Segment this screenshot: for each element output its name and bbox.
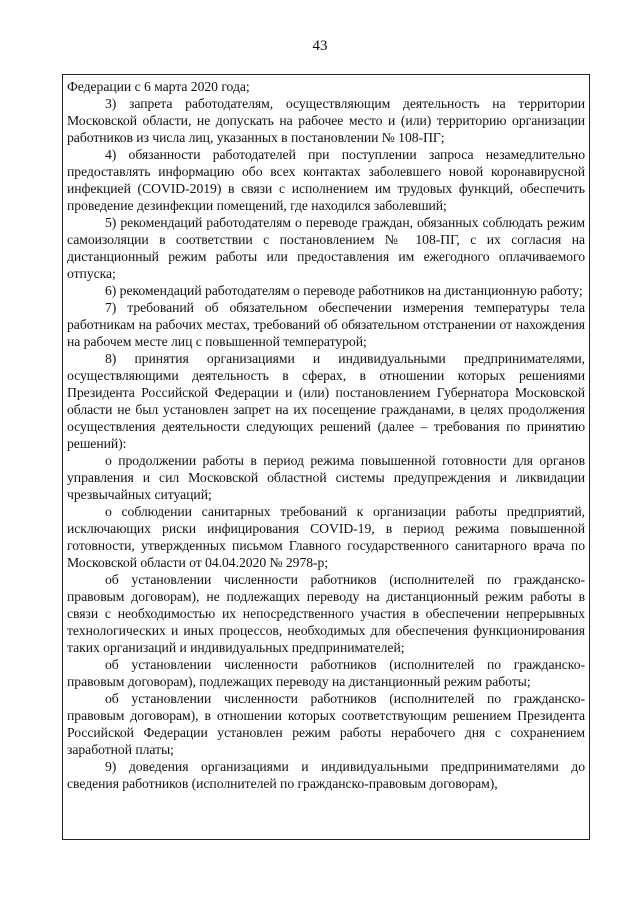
paragraph: 3) запрета работодателям, осуществляющим деятельность на территории Московской области, не допускать на рабочее место и (или) территорию организации работников из числа лиц, указанных в постановлении № 108-ПГ; — [67, 96, 585, 145]
page-number: 43 — [312, 38, 328, 54]
paragraph: о продолжении работы в период режима повышенной готовности для органов управления и сил Московской областной системы предупреждения и ликвидации чрезвычайных ситуаций; — [67, 453, 585, 502]
paragraph: 6) рекомендаций работодателям о переводе работников на дистанционную работу; — [105, 283, 583, 298]
paragraph: о соблюдении санитарных требований к организации работы предприятий, исключающих риски инфицирования COVID-19, в период режима повышенной готовности, утвержденных письмом Главного государственного санитарного врача по Московской области от 04.04.2020 № 2978-р; — [67, 504, 585, 570]
document-frame — [62, 74, 590, 840]
paragraph: об установлении численности работников (исполнителей по гражданско-правовым договорам), не подлежащих переводу на дистанционный режим работы в связи с необходимостью их непосредственного участия в обеспечении непрерывных технологических и иных процессов, необходимых для обеспечения функционирования таких организаций и индивидуальных предпринимателей; — [67, 572, 585, 655]
paragraph: 8) принятия организациями и индивидуальными предпринимателями, осуществляющими деятельность в сферах, в отношении которых решениями Президента Российской Федерации и (или) постановлением Губернатора Московской области не был установлен запрет на их посещение гражданами, в целях продолжения осуществления деятельности следующих решений (далее – требования по принятию решений): — [67, 351, 585, 451]
paragraph: об установлении численности работников (исполнителей по гражданско-правовым договорам), в отношении которых соответствующим решением Президента Российской Федерации установлен режим работы нерабочего дня с сохранением заработной платы; — [67, 691, 585, 757]
document-body — [67, 78, 585, 792]
paragraph: 5) рекомендаций работодателям о переводе граждан, обязанных соблюдать режим самоизоляции в соответствии с постановлением № 108-ПГ, с их согласия на дистанционный режим работы или предоставления им ежегодного оплачиваемого отпуска; — [67, 215, 585, 281]
paragraph: 7) требований об обязательном обеспечении измерения температуры тела работникам на рабочих местах, требований об обязательном отстранении от нахождения на рабочем месте лиц с повышенной температурой; — [67, 300, 585, 349]
paragraph: Федерации с 6 марта 2020 года; — [67, 79, 250, 94]
paragraph: 9) доведения организациями и индивидуальными предпринимателями до сведения работников (исполнителей по гражданско-правовым договорам), — [67, 759, 585, 791]
paragraph: об установлении численности работников (исполнителей по гражданско-правовым договорам), подлежащих переводу на дистанционный режим работы; — [67, 657, 585, 689]
paragraph: 4) обязанности работодателей при поступлении запроса незамедлительно предоставлять информацию обо всех контактах заболевшего новой коронавирусной инфекцией (COVID-2019) в связи с исполнением им трудовых функций, обеспечить проведение дезинфекции помещений, где находился заболевший; — [67, 147, 585, 213]
